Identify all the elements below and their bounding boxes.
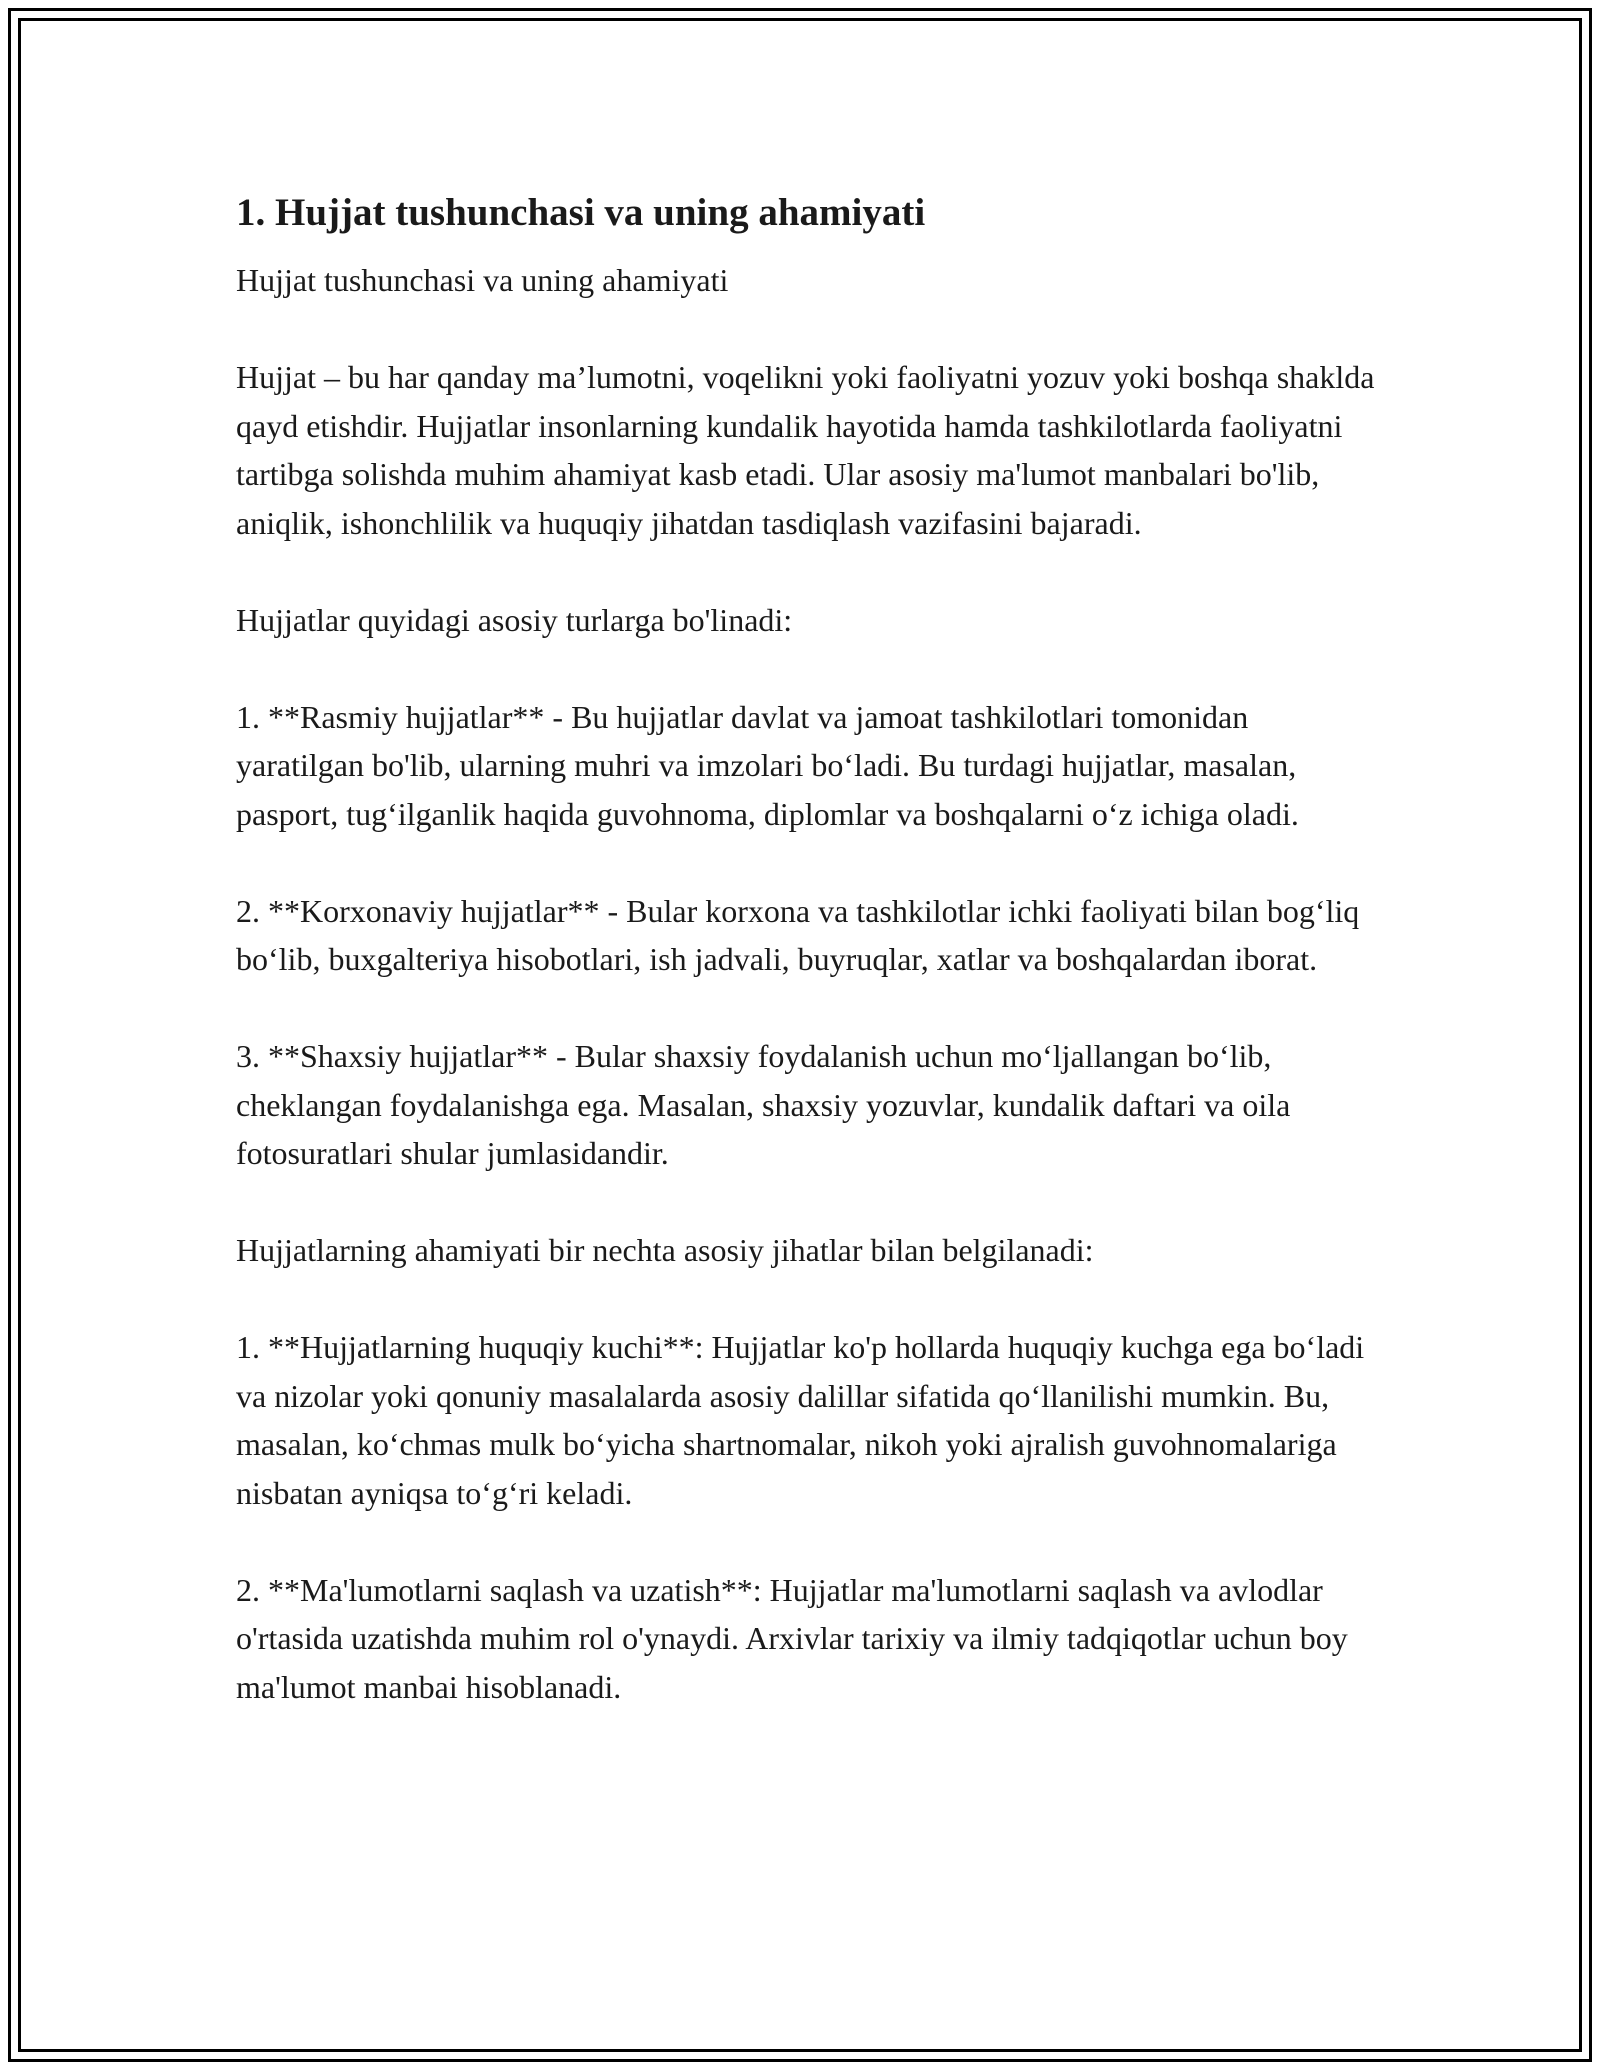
definition-paragraph: Hujjat – bu har qanday ma’lumotni, voqelikni yoki faoliyatni yozuv yoki boshqa shaklda qayd etishdir. Hujjatlar insonlarning kundalik hayotida hamda tashkilotlarda faoliyatni tartibga solishda muhim ahamiyat kasb etadi. Ular asosiy ma'lumot manbalari bo'lib, aniqlik, ishonchlilik va huquqiy jihatdan tasdiqlash vazifasini bajaradi. — [236, 359, 1375, 541]
document-body — [236, 188, 1376, 1760]
importance-legal-paragraph: 1. **Hujjatlarning huquqiy kuchi**: Hujjatlar ko'p hollarda huquqiy kuchga ega bo‘ladi va nizolar yoki qonuniy masalalarda asosiy dalillar sifatida qo‘llanilishi mumkin. Bu, masalan, ko‘chmas mulk bo‘yicha shartnomalar, nikoh yoki ajralish guvohnomalariga nisbatan ayniqsa to‘g‘ri keladi. — [236, 1329, 1365, 1511]
document-title: 1. Hujjat tushunchasi va uning ahamiyati — [236, 191, 926, 234]
type-official-paragraph: 1. **Rasmiy hujjatlar** - Bu hujjatlar davlat va jamoat tashkilotlari tomonidan yaratilgan bo'lib, ularning muhri va imzolari bo‘ladi. Bu turdagi hujjatlar, masalan, pasport, tug‘ilganlik haqida guvohnoma, diplomlar va boshqalarni o‘z ichiga oladi. — [236, 698, 1299, 832]
types-intro-paragraph: Hujjatlar quyidagi asosiy turlarga bo'linadi: — [236, 601, 793, 638]
subtitle-paragraph: Hujjat tushunchasi va uning ahamiyati — [236, 262, 729, 298]
importance-storage-paragraph: 2. **Ma'lumotlarni saqlash va uzatish**: Hujjatlar ma'lumotlarni saqlash va avlodlar o'rtasida uzatishda muhim rol o'ynaydi. Arxivlar tarixiy va ilmiy tadqiqotlar uchun boy ma'lumot manbai hisoblanadi. — [236, 1571, 1348, 1705]
type-corporate-paragraph: 2. **Korxonaviy hujjatlar** - Bular korxona va tashkilotlar ichki faoliyati bilan bog‘liq bo‘lib, buxgalteriya hisobotlari, ish jadvali, buyruqlar, xatlar va boshqalardan iborat. — [236, 892, 1360, 977]
type-personal-paragraph: 3. **Shaxsiy hujjatlar** - Bular shaxsiy foydalanish uchun mo‘ljallangan bo‘lib, cheklangan foydalanishga ega. Masalan, shaxsiy yozuvlar, kundalik daftari va oila fotosuratlari shular jumlasidandir. — [236, 1038, 1291, 1171]
importance-intro-paragraph: Hujjatlarning ahamiyati bir nechta asosiy jihatlar bilan belgilanadi: — [236, 1232, 1094, 1268]
